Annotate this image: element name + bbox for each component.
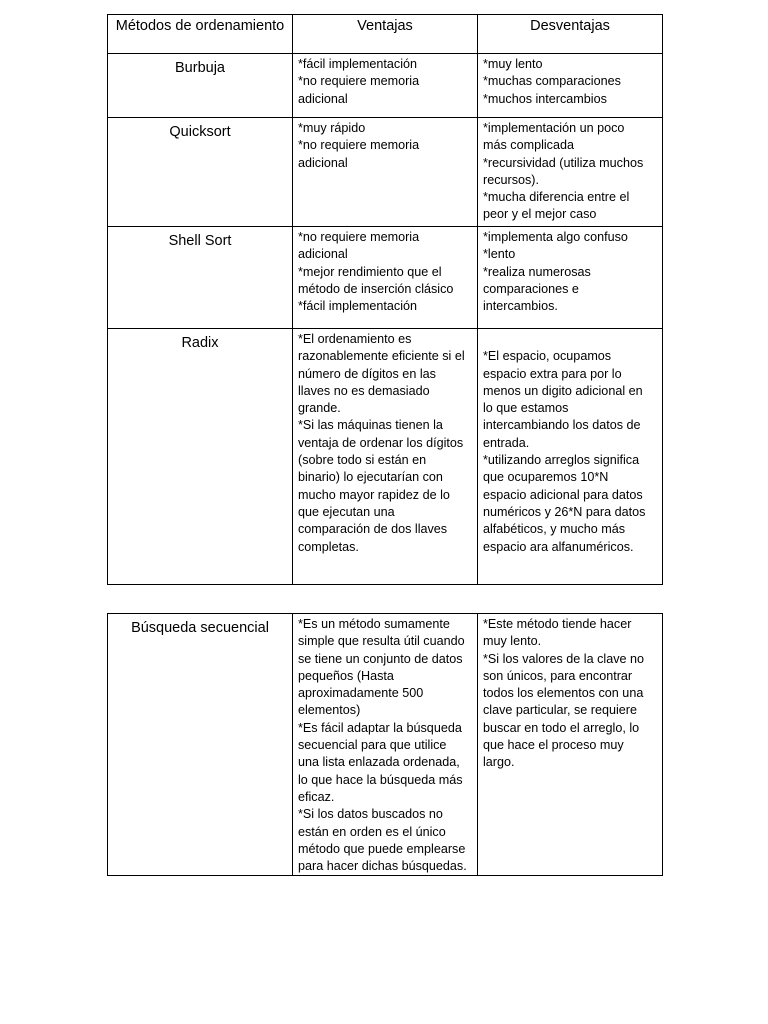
cell-line: entrada. [483, 435, 530, 450]
header-desventajas: Desventajas [478, 15, 663, 54]
cell-line: una lista enlazada ordenada, [298, 755, 460, 770]
cell-line: *no requiere memoria [298, 138, 420, 153]
cell-line: largo. [483, 755, 515, 770]
cell-line: *implementa algo confuso [483, 230, 628, 244]
cell-line: razonablemente eficiente si el [298, 349, 465, 364]
method-name: Quicksort [108, 118, 293, 227]
cell-line: adicional [298, 91, 348, 106]
cell-line: buscar en todo el arreglo, lo [483, 720, 640, 735]
cell-line: lo que estamos [483, 401, 569, 416]
cell-line: *fácil implementación [298, 299, 417, 314]
ventajas-cell [293, 54, 478, 118]
cell-line: lo que hace la búsqueda más [298, 772, 463, 787]
cell-line: *recursividad (utiliza muchos [483, 155, 644, 170]
cell-line: que ocuparemos 10*N [483, 470, 609, 485]
cell-line: *El espacio, ocupamos [483, 349, 612, 364]
cell-line: alfabéticos, y mucho más [483, 522, 626, 537]
table-row [108, 614, 663, 876]
cell-line: *muchas comparaciones [483, 74, 621, 89]
cell-line: secuencial para que utilice [298, 738, 447, 753]
desventajas-cell [478, 118, 663, 227]
method-name: Búsqueda secuencial [108, 614, 293, 876]
cell-line: clave particular, se requiere [483, 703, 638, 718]
cell-line: *realiza numerosas [483, 264, 591, 279]
cell-line: muy lento. [483, 634, 542, 649]
cell-line: *no requiere memoria [298, 74, 420, 89]
cell-line: para hacer dichas búsquedas. [298, 859, 467, 874]
cell-line: todos los elementos con una [483, 686, 644, 701]
ventajas-cell [293, 329, 478, 585]
ventajas-cell [293, 227, 478, 329]
cell-line: simple que resulta útil cuando [298, 634, 465, 649]
search-method-table [107, 613, 663, 876]
cell-line: están en orden es el único [298, 824, 446, 839]
cell-line: *utilizando arreglos significa [483, 453, 640, 468]
cell-line: recursos). [483, 172, 539, 187]
cell-line: *mejor rendimiento que el [298, 264, 442, 279]
cell-line: llaves no es demasiado [298, 383, 430, 398]
desventajas-cell [478, 54, 663, 118]
cell-line: *El ordenamiento es [298, 332, 412, 346]
cell-line: menos un digito adicional en [483, 383, 643, 398]
cell-line: *Es un método sumamente [298, 617, 450, 631]
table-row [108, 227, 663, 329]
cell-line: *Si las máquinas tienen la [298, 418, 443, 433]
header-methods: Métodos de ordenamiento [108, 15, 293, 54]
cell-line: comparación de dos llaves [298, 522, 448, 537]
cell-line: espacio extra para por lo [483, 366, 622, 381]
cell-line: *Si los datos buscados no [298, 807, 443, 822]
method-name: Burbuja [108, 54, 293, 118]
cell-line: completas. [298, 539, 359, 554]
header-ventajas: Ventajas [293, 15, 478, 54]
cell-line: numéricos y 26*N para datos [483, 504, 646, 519]
table-row [108, 329, 663, 585]
cell-line: son únicos, para encontrar [483, 668, 633, 683]
cell-line: espacio ara alfanuméricos. [483, 539, 634, 554]
cell-line: elementos) [298, 703, 361, 718]
cell-line: *Es fácil adaptar la búsqueda [298, 720, 462, 735]
cell-line: (sobre todo si están en [298, 453, 427, 468]
cell-line: que ejecutan una [298, 504, 395, 519]
cell-line: *no requiere memoria [298, 230, 420, 244]
cell-line: *Este método tiende hacer [483, 617, 632, 631]
cell-line: comparaciones e [483, 281, 579, 296]
cell-line: se tiene un conjunto de datos [298, 651, 463, 666]
cell-line: número de dígitos en las [298, 366, 436, 381]
cell-line: intercambios. [483, 299, 558, 314]
method-name: Shell Sort [108, 227, 293, 329]
cell-line: intercambiando los datos de [483, 418, 641, 433]
cell-line: que hace el proceso muy [483, 738, 624, 753]
cell-line: más complicada [483, 138, 574, 153]
cell-line: grande. [298, 401, 341, 416]
header-row [108, 15, 663, 54]
cell-line: espacio adicional para datos [483, 487, 643, 502]
cell-line: *mucha diferencia entre el [483, 190, 630, 205]
desventajas-cell [478, 227, 663, 329]
cell-line: mucho mayor rapidez de lo [298, 487, 450, 502]
cell-line: *lento [483, 247, 516, 262]
cell-line: *fácil implementación [298, 57, 417, 71]
cell-line: ventaja de ordenar los dígitos [298, 435, 464, 450]
cell-line: método de inserción clásico [298, 281, 454, 296]
cell-line [483, 331, 658, 348]
cell-line: peor y el mejor caso [483, 207, 597, 222]
table-row [108, 54, 663, 118]
table-row [108, 118, 663, 227]
method-name: Radix [108, 329, 293, 585]
desventajas-cell [478, 329, 663, 585]
cell-line: eficaz. [298, 789, 335, 804]
cell-line: método que puede emplearse [298, 841, 466, 856]
sorting-methods-table [107, 14, 663, 585]
cell-line: *implementación un poco [483, 121, 625, 135]
cell-line: pequeños (Hasta [298, 668, 394, 683]
cell-line: *muy rápido [298, 121, 366, 135]
cell-line: *muy lento [483, 57, 543, 71]
cell-line: adicional [298, 247, 348, 262]
cell-line: *Si los valores de la clave no [483, 651, 645, 666]
cell-line: adicional [298, 155, 348, 170]
ventajas-cell [293, 614, 478, 876]
cell-line: *muchos intercambios [483, 91, 607, 106]
cell-line: binario) lo ejecutarían con [298, 470, 443, 485]
ventajas-cell [293, 118, 478, 227]
cell-line: aproximadamente 500 [298, 686, 424, 701]
desventajas-cell [478, 614, 663, 876]
